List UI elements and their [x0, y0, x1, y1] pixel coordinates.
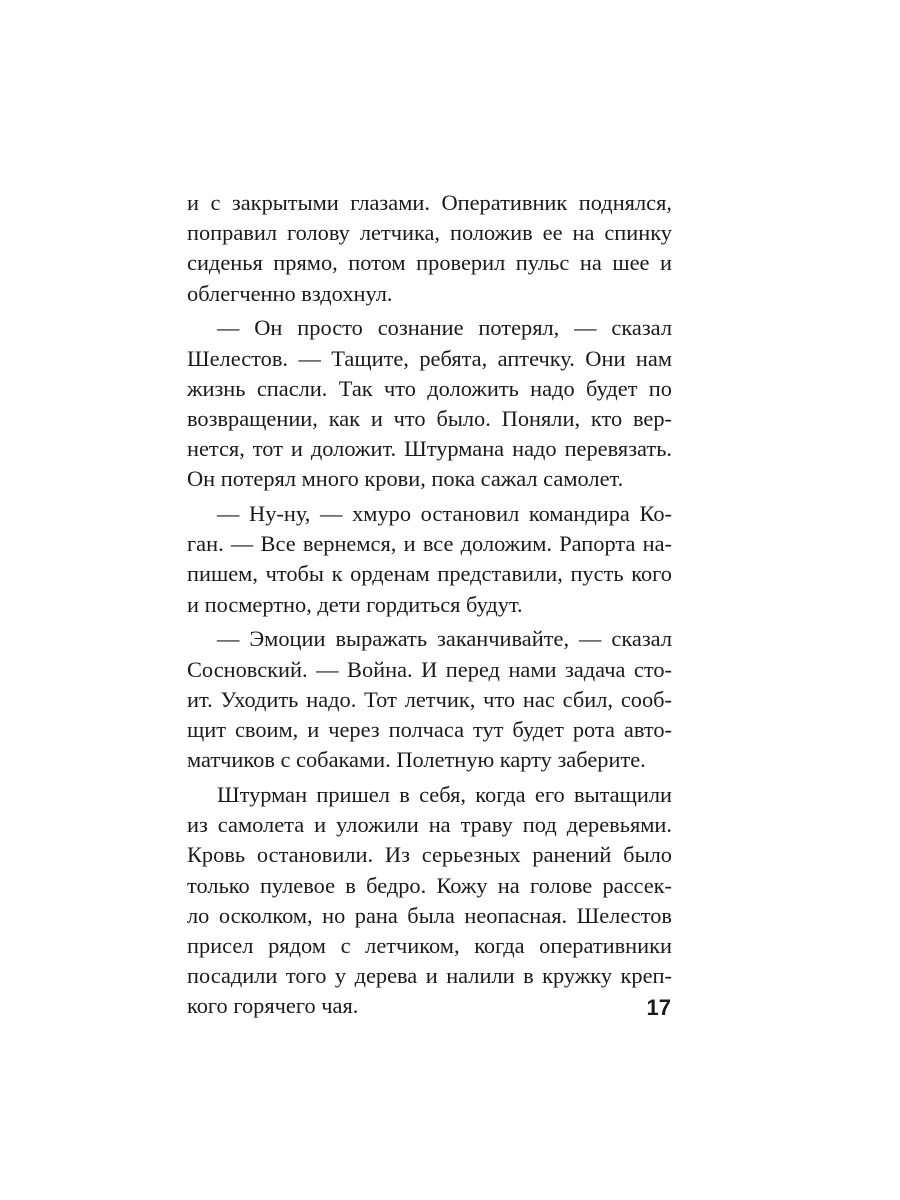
text-line: — Ну-ну, — хмуро остановил командира Ко- [217, 501, 672, 527]
text-line: из самолета и уложили на траву под деревьями. [187, 812, 672, 838]
text-line: жизнь спасли. Так что доложить надо будет по [187, 375, 672, 401]
text-line: Кровь остановили. Из серьезных ранений было [187, 842, 672, 868]
text-line: ло осколком, но рана была неопасная. Шелестов [187, 902, 672, 928]
text-line: ит. Уходить надо. Тот летчик, что нас сбил, сооб- [187, 686, 672, 712]
text-line: Сосновский. — Война. И перед нами задача сто- [187, 656, 672, 682]
text-line: посадили того у дерева и налили в кружку креп- [187, 963, 672, 989]
paragraph [187, 313, 672, 494]
paragraph [187, 780, 672, 1022]
text-line: ган. — Все вернемся, и все доложим. Рапорта на- [187, 531, 672, 557]
text-line: Штурман пришел в себя, когда его вытащили [217, 781, 672, 807]
paragraph [187, 499, 672, 620]
text-line: возвращении, как и что было. Поняли, кто вер- [187, 405, 672, 431]
text-line: и с закрытыми глазами. Оперативник поднялся, [187, 190, 672, 215]
text-line: и посмертно, дети гордиться будут. [187, 591, 523, 617]
text-line: — Эмоции выражать заканчивайте, — сказал [217, 626, 672, 652]
paragraph [187, 188, 672, 309]
body-text [187, 188, 672, 1021]
text-line: Шелестов. — Тащите, ребята, аптечку. Они нам [187, 345, 672, 371]
text-line: поправил голову летчика, положив ее на спинку [187, 220, 672, 246]
text-line: кого горячего чая. [187, 993, 359, 1019]
text-line: сиденья прямо, потом проверил пульс на шее и [187, 250, 672, 276]
text-line: только пулевое в бедро. Кожу на голове рассек- [187, 872, 672, 898]
text-line: матчиков с собаками. Полетную карту заберите. [187, 747, 646, 773]
text-line: щит своим, и через полчаса тут будет рота авто- [187, 716, 672, 742]
text-line: нется, тот и доложит. Штурмана надо перевязать. [187, 436, 672, 462]
text-line: — Он просто сознание потерял, — сказал [217, 315, 672, 341]
paragraph [187, 624, 672, 775]
text-line: Он потерял много крови, пока сажал самолет. [187, 466, 624, 492]
text-line: пишем, чтобы к орденам представили, пусть кого [187, 561, 672, 587]
text-line: облегченно вздохнул. [187, 280, 393, 306]
page-number: 17 [646, 995, 671, 1020]
text-line: присел рядом с летчиком, когда оперативники [187, 932, 672, 958]
